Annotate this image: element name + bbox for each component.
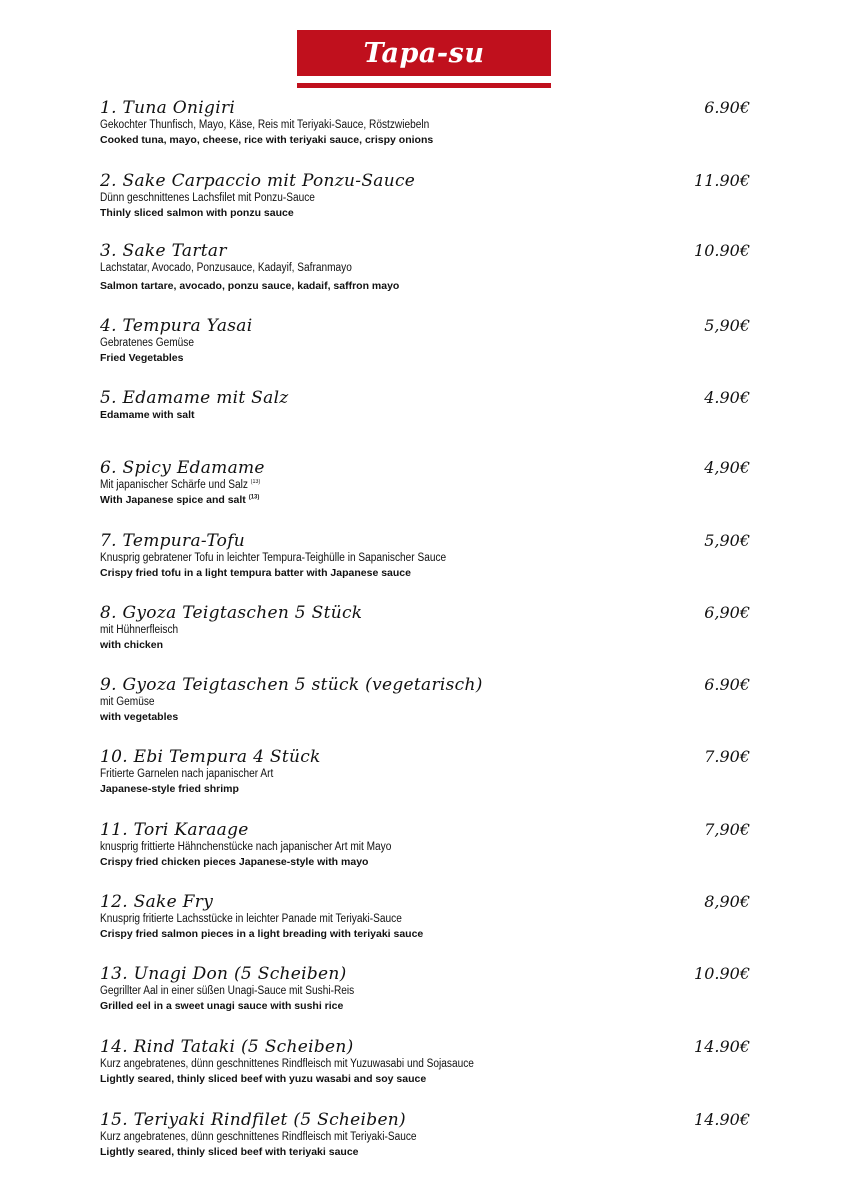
item-price: 11.90€ xyxy=(694,171,750,190)
allergen-note: (13) xyxy=(248,494,260,501)
item-description-de: Fritierte Garnelen nach japanischer Art xyxy=(100,768,274,780)
item-price: 4.90€ xyxy=(704,388,750,407)
item-description-de: Kurz angebratenes, dünn geschnittenes Rindfleisch mit Teriyaki-Sauce xyxy=(100,1131,417,1143)
item-description-en: with chicken xyxy=(100,639,164,651)
item-description-de: Mit japanischer Schärfe und Salz $^{(13)}$ xyxy=(100,479,261,491)
item-price: 5,90€ xyxy=(704,531,750,550)
item-description-de: Dünn geschnittenes Lachsfilet mit Ponzu-Sauce xyxy=(100,192,315,204)
item-description-de: Knusprig gebratener Tofu in leichter Tempura-Teighülle in Sapanischer Sauce xyxy=(100,552,447,564)
item-description-de: Knusprig fritierte Lachsstücke in leichter Panade mit Teriyaki-Sauce xyxy=(100,913,402,925)
item-description-en: Crispy fried chicken pieces Japanese-style with mayo xyxy=(100,856,369,868)
allergen-note: (13) xyxy=(250,479,261,486)
item-name: 7. Tempura-Tofu xyxy=(100,531,246,551)
item-price: 8,90€ xyxy=(704,892,750,911)
banner-underline xyxy=(297,83,551,88)
item-name: 9. Gyoza Teigtaschen 5 stück (vegetarisch) xyxy=(100,675,483,695)
item-description-en: with vegetables xyxy=(100,711,179,723)
item-description-en: With Japanese spice and salt $^{(13)}$ xyxy=(100,494,260,506)
item-name: 2. Sake Carpaccio mit Ponzu-Sauce xyxy=(100,171,416,191)
item-description-en: Salmon tartare, avocado, ponzu sauce, kadaif, saffron mayo xyxy=(100,280,400,292)
item-description-en: Japanese-style fried shrimp xyxy=(100,783,239,795)
item-price: 7.90€ xyxy=(704,747,750,766)
item-name: 14. Rind Tataki (5 Scheiben) xyxy=(100,1037,354,1057)
item-name: 4. Tempura Yasai xyxy=(100,316,253,336)
item-description-de: Gebratenes Gemüse xyxy=(100,337,194,349)
item-description-en: Thinly sliced salmon with ponzu sauce xyxy=(100,207,294,219)
item-price: 14.90€ xyxy=(694,1110,750,1129)
item-description-en: Fried Vegetables xyxy=(100,352,184,364)
item-name: 10. Ebi Tempura 4 Stück xyxy=(100,747,321,767)
item-name: 1. Tuna Onigiri xyxy=(100,98,236,118)
item-price: 4,90€ xyxy=(704,458,750,477)
item-description-en: Grilled eel in a sweet unagi sauce with sushi rice xyxy=(100,1000,344,1012)
item-price: 6,90€ xyxy=(704,603,750,622)
item-name: 15. Teriyaki Rindfilet (5 Scheiben) xyxy=(100,1110,406,1130)
item-name: 11. Tori Karaage xyxy=(100,820,249,840)
item-description-en: Crispy fried salmon pieces in a light breading with teriyaki sauce xyxy=(100,928,424,940)
item-name: 3. Sake Tartar xyxy=(100,241,227,261)
item-name: 8. Gyoza Teigtaschen 5 Stück xyxy=(100,603,363,623)
item-price: 6.90€ xyxy=(704,98,750,117)
item-name: 12. Sake Fry xyxy=(100,892,214,912)
item-description-en: Lightly seared, thinly sliced beef with teriyaki sauce xyxy=(100,1146,359,1158)
item-description-de: mit Hühnerfleisch xyxy=(100,624,179,636)
item-description-de: Gekochter Thunfisch, Mayo, Käse, Reis mit Teriyaki-Sauce, Röstzwiebeln xyxy=(100,119,430,131)
item-description-de: Lachstatar, Avocado, Ponzusauce, Kadayif, Safranmayo xyxy=(100,262,352,274)
item-price: 6.90€ xyxy=(704,675,750,694)
item-description-en: Cooked tuna, mayo, cheese, rice with teriyaki sauce, crispy onions xyxy=(100,134,434,146)
item-description-de: Kurz angebratenes, dünn geschnittenes Rindfleisch mit Yuzuwasabi und Sojasauce xyxy=(100,1058,474,1070)
item-description-en: Edamame with salt xyxy=(100,409,195,421)
item-price: 14.90€ xyxy=(694,1037,750,1056)
section-banner xyxy=(297,30,551,76)
item-description-de: knusprig frittierte Hähnchenstücke nach japanischer Art mit Mayo xyxy=(100,841,392,853)
item-description-en: Lightly seared, thinly sliced beef with yuzu wasabi and soy sauce xyxy=(100,1073,427,1085)
item-description-de: mit Gemüse xyxy=(100,696,155,708)
item-name: 6. Spicy Edamame xyxy=(100,458,265,478)
item-price: 10.90€ xyxy=(694,964,750,983)
item-name: 13. Unagi Don (5 Scheiben) xyxy=(100,964,347,984)
item-price: 7,90€ xyxy=(704,820,750,839)
item-price: 5,90€ xyxy=(704,316,750,335)
item-description-de: Gegrillter Aal in einer süßen Unagi-Sauce mit Sushi-Reis xyxy=(100,985,355,997)
section-title: Tapa-su xyxy=(363,37,485,69)
item-description-en: Crispy fried tofu in a light tempura batter with Japanese sauce xyxy=(100,567,411,579)
item-name: 5. Edamame mit Salz xyxy=(100,388,289,408)
item-price: 10.90€ xyxy=(694,241,750,260)
